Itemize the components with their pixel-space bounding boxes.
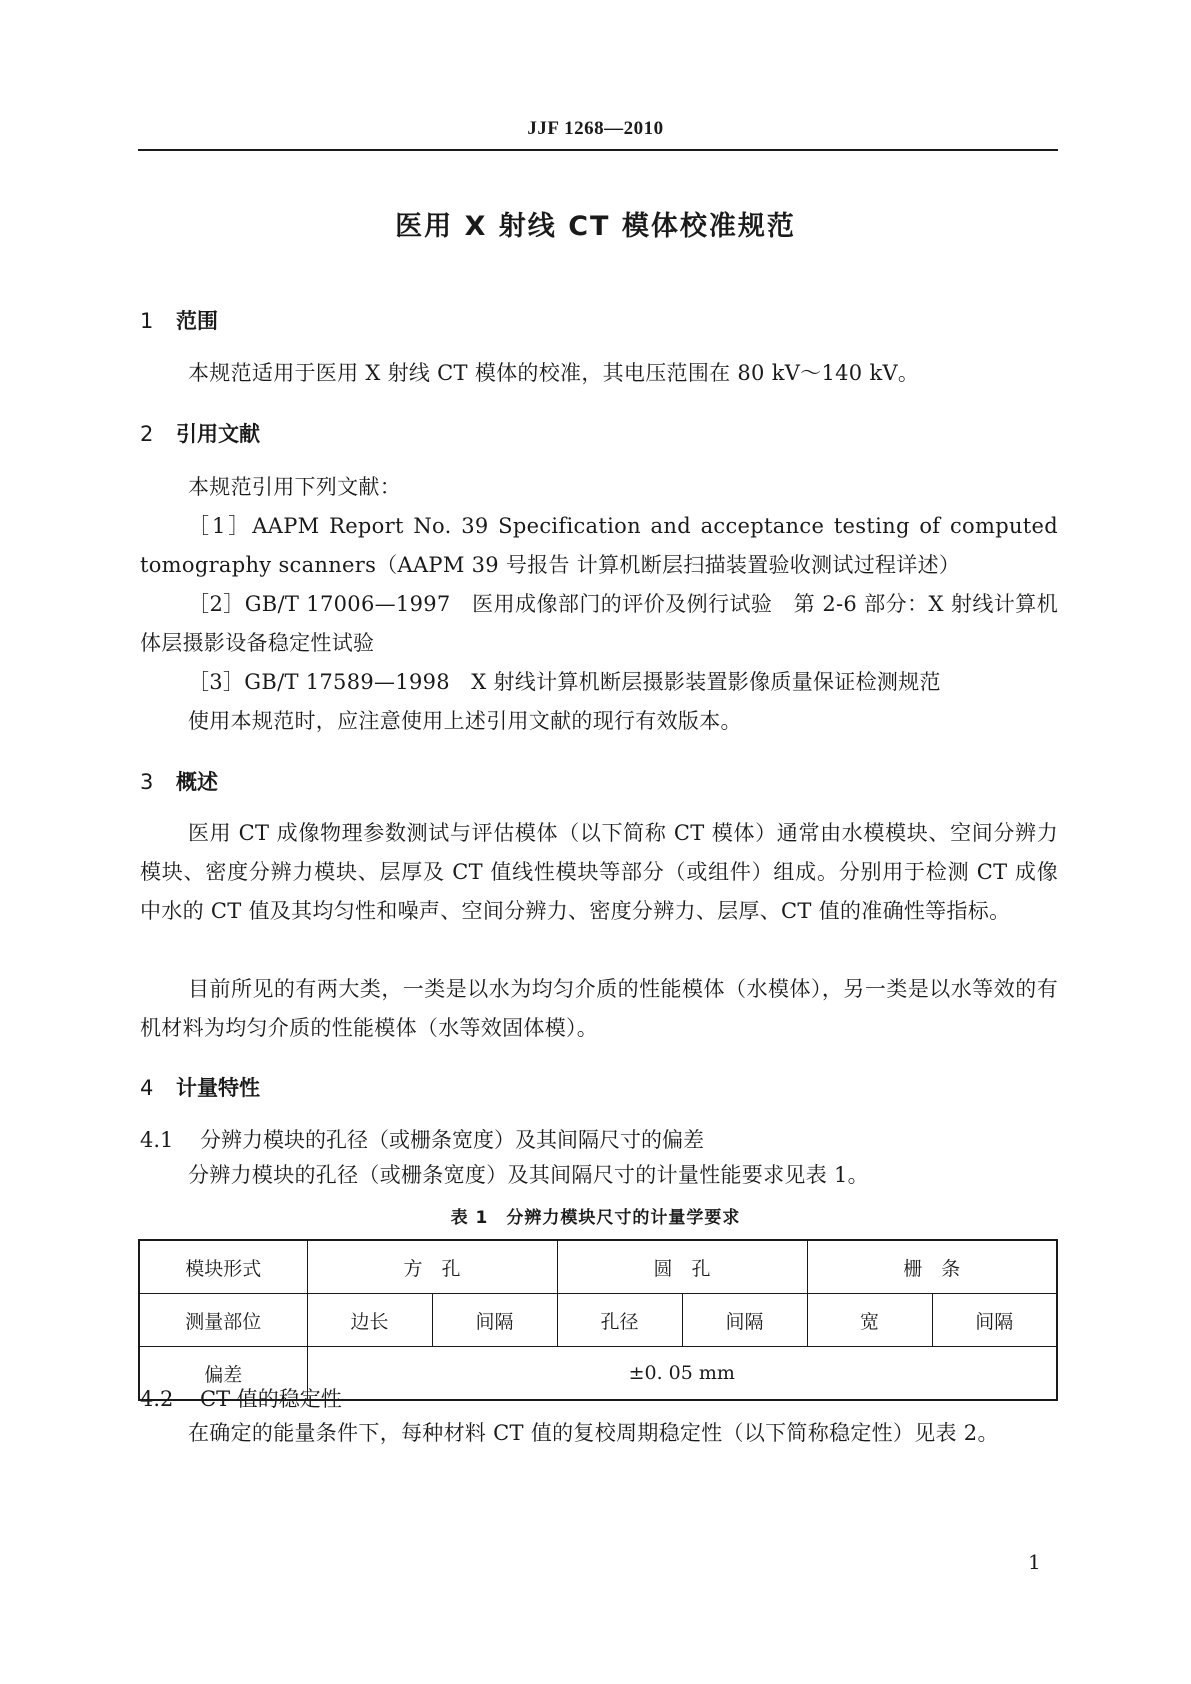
table-cell: 宽 [807,1294,932,1347]
table-row [139,1294,1057,1347]
section-1-body: 本规范适用于医用 X 射线 CT 模体的校准，其电压范围在 80 kV～140 kV。 [188,361,920,385]
round-hole-header: 圆 孔 [557,1240,807,1294]
reference-1: ［1］AAPM Report No. 39 Specification and acceptance testing of computed tomography scanners（AAPM 39 号报告 计算机断层扫描装置验收测试过程详述） [140,514,1058,577]
section-3-heading [140,766,218,796]
reference-2: ［2］GB/T 17006—1997 医用成像部门的评价及例行试验 第 2-6 部分：X 射线计算机体层摄影设备稳定性试验 [140,592,1058,655]
section-number: 1 [140,309,154,333]
row-label: 偏差 [139,1347,307,1401]
table-caption: 表 1 分辨力模块尺寸的计量学要求 [450,1208,741,1228]
section-title: 计量特性 [176,1076,260,1100]
table-cell: 边长 [307,1294,432,1347]
references-note: 使用本规范时，应注意使用上述引用文献的现行有效版本。 [188,709,742,733]
subsection-4-1-heading [140,1124,704,1154]
table-cell: 间隔 [932,1294,1057,1347]
reference-3: ［3］GB/T 17589—1998 X 射线计算机断层摄影装置影像质量保证检测规范 [188,670,941,694]
resolution-tolerance-table [138,1239,1058,1401]
subsection-4-2-heading [140,1383,342,1413]
subsection-4-1-body: 分辨力模块的孔径（或栅条宽度）及其间隔尺寸的计量性能要求见表 1。 [188,1163,869,1187]
overview-paragraph-2: 目前所见的有两大类，一类是以水为均匀介质的性能模体（水模体），另一类是以水等效的有机材料为均匀介质的性能模体（水等效固体模）。 [140,977,1058,1040]
section-title: 引用文献 [176,422,260,446]
section-number: 2 [140,422,154,446]
section-number: 4 [140,1076,154,1100]
table-cell: 间隔 [432,1294,557,1347]
row-label: 测量部位 [139,1294,307,1347]
overview-paragraph-1: 医用 CT 成像物理参数测试与评估模体（以下简称 CT 模体）通常由水模模块、空间分辨力模块、密度分辨力模块、层厚及 CT 值线性模块等部分（或组件）组成。分别用于检测 CT 成像中水的 CT 值及其均匀性和噪声、空间分辨力、密度分辨力、层厚、CT 值的准确性等指标。 [140,821,1058,923]
tolerance-value: ±0. 05 mm [307,1347,1057,1401]
table-cell: 孔径 [557,1294,682,1347]
grid-bar-header: 栅 条 [807,1240,1057,1294]
square-hole-header: 方 孔 [307,1240,557,1294]
document-code: JJF 1268—2010 [527,118,664,139]
page-number: 1 [1028,1550,1041,1574]
table-cell: 间隔 [682,1294,807,1347]
row-label: 模块形式 [139,1240,307,1294]
page-title: 医用 X 射线 CT 模体校准规范 [395,211,796,242]
subsection-number: 4.2 [140,1387,174,1411]
section-4-heading [140,1072,260,1102]
section-title: 范围 [176,309,218,333]
section-1-heading [140,305,218,335]
section-title: 概述 [176,770,218,794]
section-number: 3 [140,770,154,794]
references-intro: 本规范引用下列文献： [188,475,401,499]
section-2-heading [140,418,260,448]
subsection-title: CT 值的稳定性 [200,1387,342,1411]
subsection-title: 分辨力模块的孔径（或栅条宽度）及其间隔尺寸的偏差 [200,1128,704,1152]
subsection-number: 4.1 [140,1128,174,1152]
header-divider [138,149,1058,151]
subsection-4-2-body: 在确定的能量条件下，每种材料 CT 值的复校周期稳定性（以下简称稳定性）见表 2。 [188,1421,999,1445]
table-row [139,1240,1057,1294]
